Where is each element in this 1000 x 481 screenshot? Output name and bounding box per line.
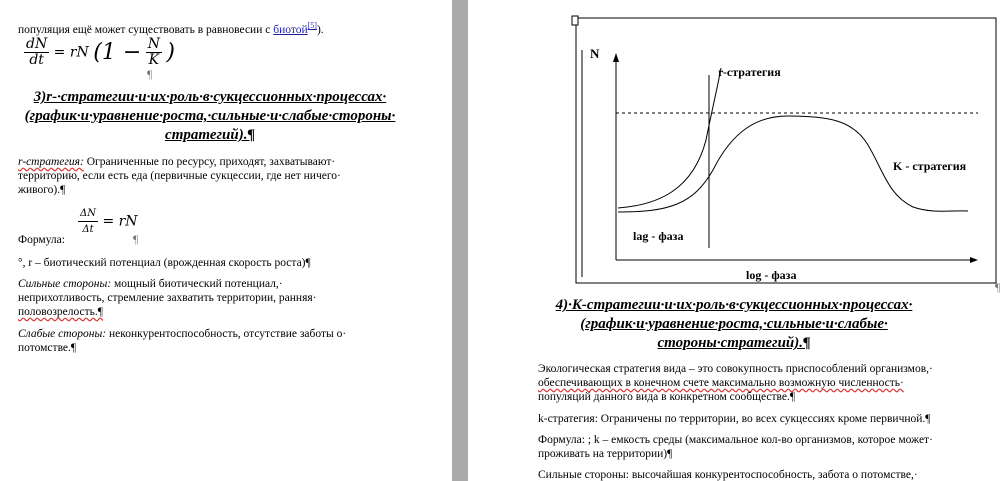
hyperlink-biota[interactable]: биотой xyxy=(273,23,308,36)
section-heading-r xyxy=(0,88,420,145)
text-line: потомстве.¶ xyxy=(18,342,77,354)
reference-link[interactable]: [5] xyxy=(307,21,317,30)
fraction xyxy=(24,37,49,68)
section-heading-k xyxy=(468,296,1000,353)
r-strategy-label: r-стратегия xyxy=(718,65,781,79)
text-span: популяция ещё может существовать в равновесии с xyxy=(18,23,274,36)
heading-line: стороны·стратегий).¶ xyxy=(657,335,811,351)
term-label: Слабые стороны: xyxy=(18,328,107,340)
text-line xyxy=(18,155,335,169)
text-line: обеспечивающих в конечном счете максимально возможную численность· xyxy=(538,377,904,389)
formula-label: Формула: xyxy=(18,234,65,246)
text-line: живого).¶ xyxy=(18,184,66,196)
log-phase-label: log - фаза xyxy=(746,268,797,282)
text-line xyxy=(18,19,324,37)
text-span: мощный биотический потенциал,· xyxy=(111,278,283,290)
text-span: Ограниченные по ресурсу, приходят, захватывают· xyxy=(83,156,336,168)
heading-line: 4)·K-стратегии·и·их·роль·в·сукцессионных·процессах· xyxy=(555,297,913,313)
equation-term: ) xyxy=(166,40,176,65)
text-line: °, r – биотический потенциал (врожденная скорость роста)¶ xyxy=(18,257,311,269)
text-line: территорию, если есть еда (первичные сукцессии, где нет ничего· xyxy=(18,170,341,182)
text-line xyxy=(18,327,346,341)
fraction-numerator: ΔN xyxy=(78,206,98,222)
text-line: k-стратегия: Ограничены по территории, во всех сукцессиях кроме первичной.¶ xyxy=(538,413,931,425)
text-line: Сильные стороны: высочайшая конкурентоспособность, забота о потомстве,· xyxy=(538,469,918,481)
fraction-denominator: K xyxy=(148,52,160,68)
text-span: неконкурентоспособность, отсутствие заботы о· xyxy=(106,328,347,340)
equation-term: (1 − xyxy=(93,40,142,65)
y-axis-arrow xyxy=(613,53,619,62)
r-strategy-curve xyxy=(618,68,721,208)
fraction-denominator: dt xyxy=(29,52,44,68)
fraction-denominator: Δt xyxy=(82,224,94,235)
heading-line: (график·и·уравнение·роста,·сильные·и·слабые· xyxy=(580,316,888,332)
text-line xyxy=(18,277,283,291)
equation-logistic xyxy=(24,37,175,68)
fraction xyxy=(146,37,162,68)
heading-line: 3)r-·стратегии·и·их·роль·в·сукцессионных·процессах· xyxy=(33,89,387,105)
frame-anchor xyxy=(572,16,578,25)
equation-discrete xyxy=(78,206,138,237)
growth-strategy-chart xyxy=(468,0,1000,300)
text-line: Экологическая стратегия вида – это совокупность приспособлений организмов,· xyxy=(538,363,933,375)
fraction-numerator: N xyxy=(147,36,160,52)
paragraph-mark: ¶ xyxy=(147,69,153,81)
document-page-left xyxy=(0,0,452,481)
k-strategy-label: K - стратегия xyxy=(893,159,967,173)
equation-term: = rN xyxy=(102,213,138,230)
equation-term: = rN xyxy=(53,44,89,61)
document-page-right xyxy=(468,0,1000,481)
heading-line: стратегий).¶ xyxy=(165,127,255,143)
heading-line: (график·и·уравнение·роста,·сильные·и·слабые·стороны· xyxy=(24,108,396,124)
y-axis-label: N xyxy=(590,46,600,61)
text-line: Формула: ; k – емкость среды (максимальное кол-во организмов, которое может· xyxy=(538,434,933,446)
x-axis-arrow xyxy=(970,257,978,263)
paragraph-mark: ¶ xyxy=(995,282,1000,294)
paragraph-mark: ¶ xyxy=(133,234,139,246)
text-span: ). xyxy=(316,23,324,36)
text-line: половозрелость.¶ xyxy=(18,306,103,318)
fraction xyxy=(78,206,98,237)
term-label: Сильные стороны: xyxy=(18,278,112,290)
text-line: проживать на территории)¶ xyxy=(538,448,673,460)
lag-phase-label: lag - фаза xyxy=(633,229,684,243)
text-line: популяций данного вида в конкретном сообществе.¶ xyxy=(538,391,796,403)
term-label: r-стратегия: xyxy=(18,156,84,168)
image-frame xyxy=(576,18,996,283)
fraction-numerator: dN xyxy=(26,36,48,52)
text-line: неприхотливость, стремление захватить территории, ранняя· xyxy=(18,292,317,304)
